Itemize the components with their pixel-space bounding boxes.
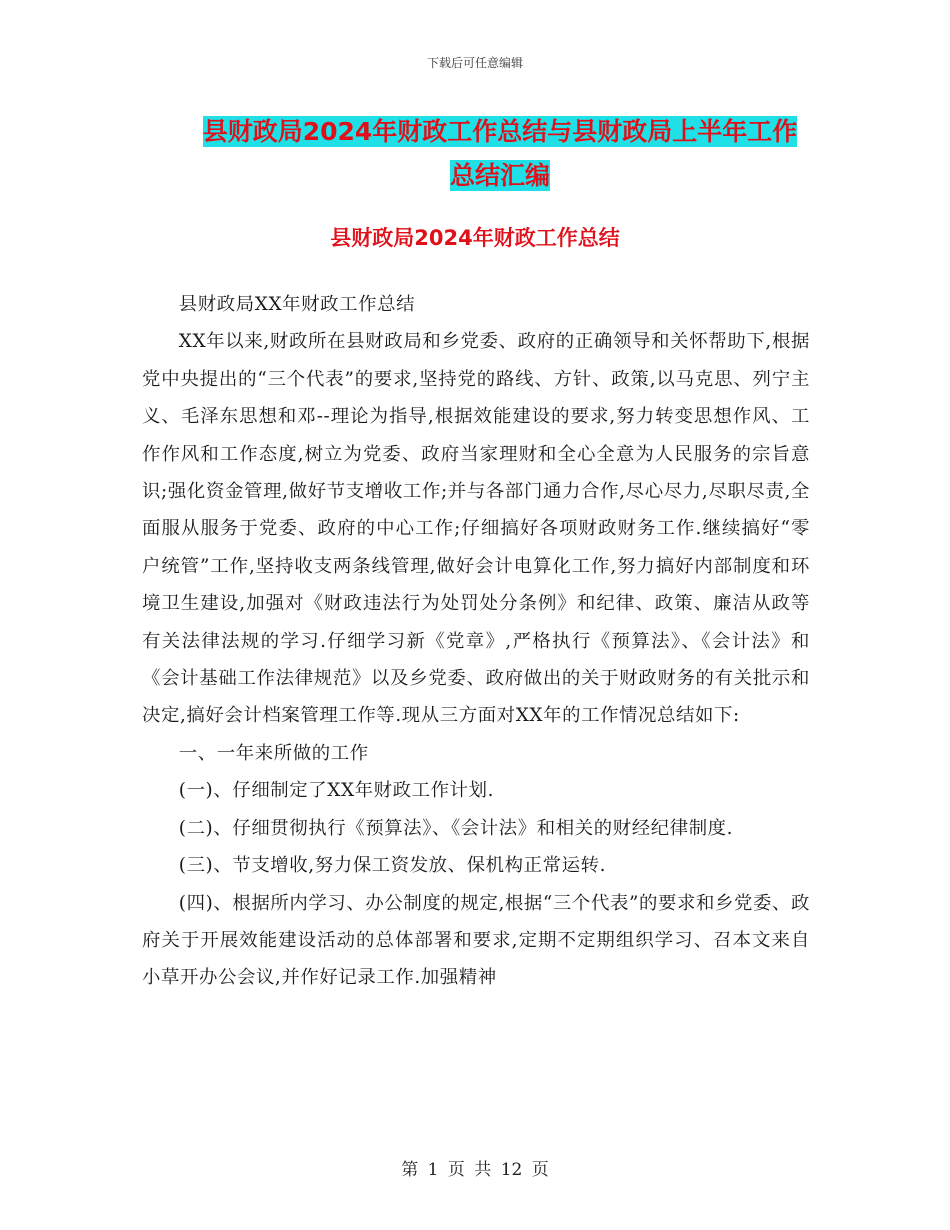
paragraph: (一)、仔细制定了XX年财政工作计划. [178,780,495,802]
page-footer: 第 1 页 共 12 页 [401,1160,549,1180]
main-title [120,110,880,198]
paragraph: XX年以来,财政所在县财政局和乡党委、政府的正确领导和关怀帮助下,根据党中央提出的“三个代表”的要求,坚持党的路线、方针、政策,以马克思、列宁主义、毛泽东思想和邓--理论为指导,根据效能建设的要求,努力转变思想作风、工作作风和工作态度,树立为党委、政府当家理财和全心全意为人民服务的宗旨意识;强化资金管理,做好节支增收工作;并与各部门通力合作,尽心尽力,尽职尽责,全面服从服务于党委、政府的中心工作;仔细搞好各项财政财务工作.继续搞好“零户统管”工作,坚持收支两条线管理,做好会计电算化工作,努力搞好内部制度和环境卫生建设,加强对《财政违法行为处罚处分条例》和纪律、政策、廉洁从政等有关法律法规的学习.仔细学习新《党章》,严格执行《预算法》、《会计法》和《会计基础工作法律规范》以及乡党委、政府做出的关于财政财务的有关批示和决定,搞好会计档案管理工作等.现从三方面对XX年的工作情况总结如下: [142,331,810,727]
paragraph: (三)、节支增收,努力保工资发放、保机构正常运转. [178,855,607,877]
header-note: 下载后可任意编辑 [426,56,523,70]
main-title-line-2: 总结汇编 [449,161,550,190]
paragraph: 一、一年来所做的工作 [178,742,369,764]
paragraph: (四)、根据所内学习、办公制度的规定,根据“三个代表”的要求和乡党委、政府关于开展效能建设活动的总体部署和要求,定期不定期组织学习、召本文来自小草开办公会议,并作好记录工作.加强精神 [142,892,810,989]
paragraph: 县财政局XX年财政工作总结 [178,294,416,315]
main-title-line-1: 县财政局2024年财政工作总结与县财政局上半年工作 [202,117,798,146]
paragraph: (二)、仔细贯彻执行《预算法》、《会计法》和相关的财经纪律制度. [178,817,734,839]
section-title: 县财政局2024年财政工作总结 [330,226,620,250]
body-text [142,286,810,997]
